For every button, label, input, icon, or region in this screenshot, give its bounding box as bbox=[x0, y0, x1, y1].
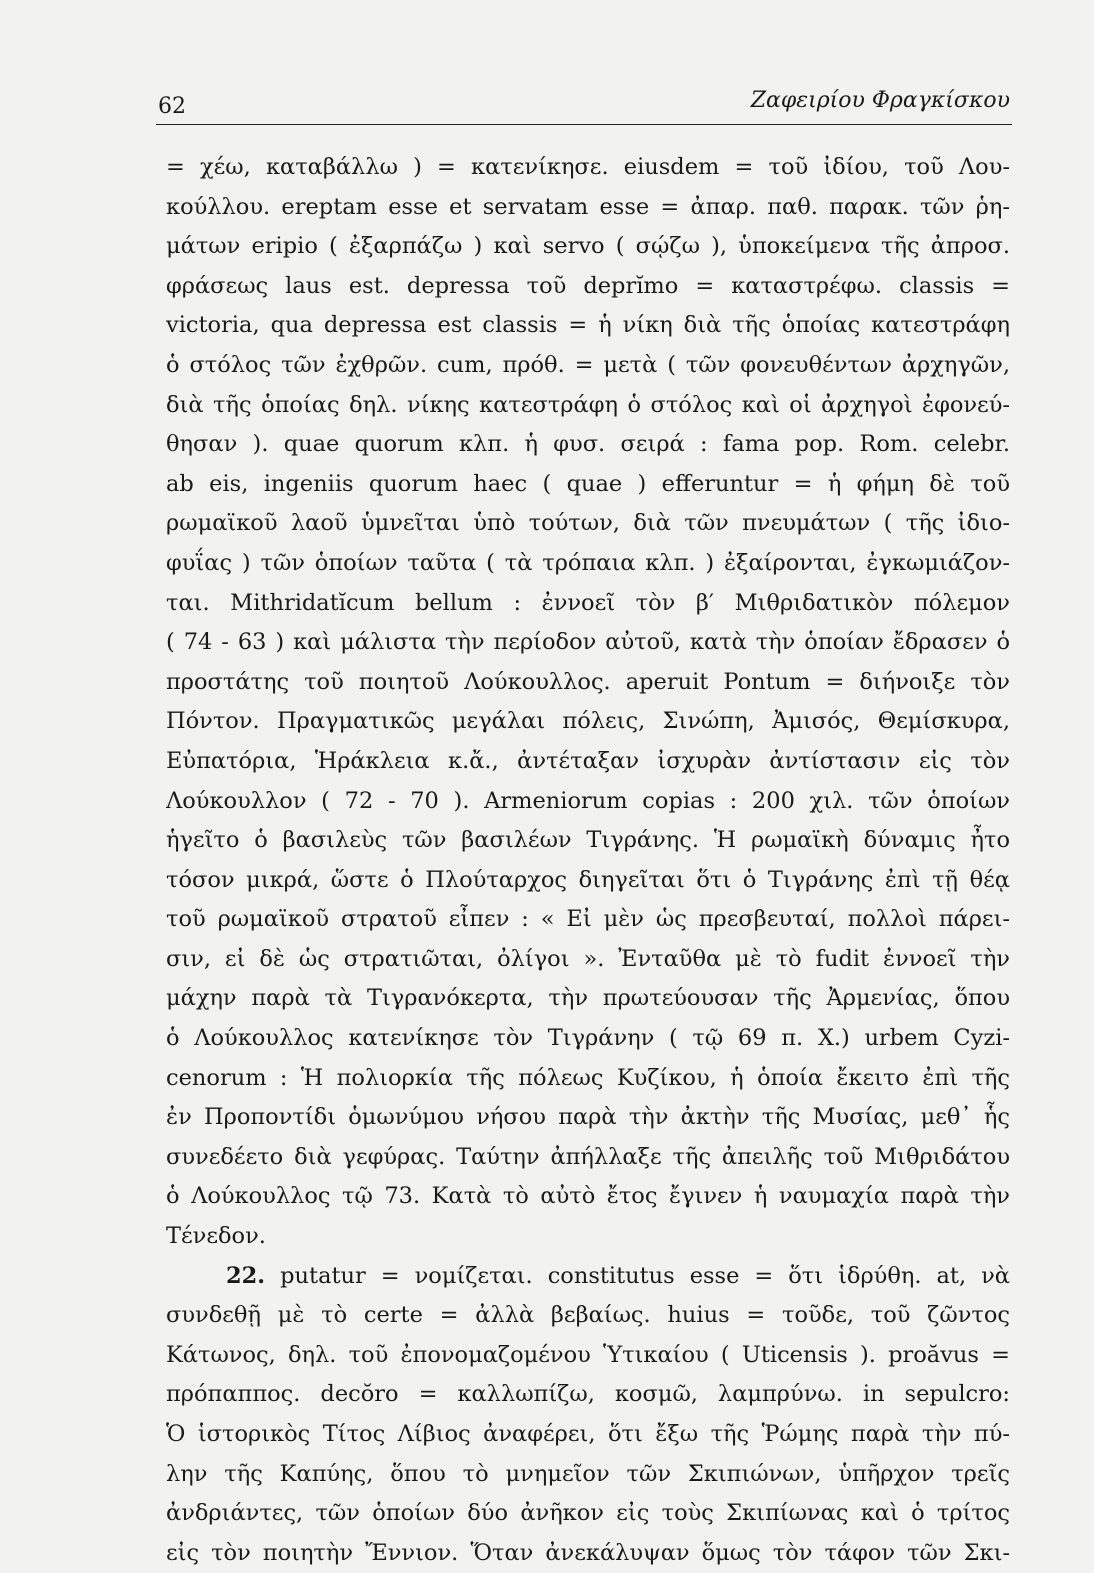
text-line: Ὁ ἱστορικὸς Τίτος Λίβιος ἀναφέρει, ὅτι ἔξω τῆς Ῥώμης παρὰ τὴν πύ- bbox=[166, 1421, 1010, 1447]
text-line: ἀνδριάντες, τῶν ὁποίων δύο ἀνῆκον εἰς τοὺς Σκιπίωνας καὶ ὁ τρίτος bbox=[166, 1500, 1010, 1527]
text-line: victoria, qua depressa est classis = ἡ νίκη διὰ τῆς ὁποίας κατεστράφη bbox=[166, 312, 1010, 339]
text-line: εἰς τὸν ποιητὴν Ἔννιον. Ὅταν ἀνεκάλυψαν ὅμως τὸν τάφον τῶν Σκι- bbox=[166, 1539, 1010, 1566]
section-number: 22. bbox=[226, 1262, 266, 1289]
text-line: ἐν Προποντίδι ὁμωνύμου νήσου παρὰ τὴν ἀκτὴν τῆς Μυσίας, μεθ᾽ ἧς bbox=[166, 1104, 1010, 1131]
section-line-text: putatur = νομίζεται. constitutus esse = ὅτι ἱδρύθη. at, νὰ bbox=[280, 1262, 1010, 1289]
running-head: Ζαφειρίου Φραγκίσκου bbox=[750, 88, 1010, 113]
text-line: ( 74 - 63 ) καὶ μάλιστα τὴν περίοδον αὐτοῦ, κατὰ τὴν ὁποίαν ἔδρασεν ὁ bbox=[166, 629, 1010, 656]
text-line: ται. Mithridatĭcum bellum : ἐννοεῖ τὸν β′ Μιθριδατικὸν πόλεμον bbox=[166, 589, 1010, 616]
text-line: κούλλου. ereptam esse et servatam esse = ἀπαρ. παθ. παρακ. τῶν ῥη- bbox=[166, 193, 1010, 220]
text-line: = χέω, καταβάλλω ) = κατενίκησε. eiusdem = τοῦ ἰδίου, τοῦ Λου- bbox=[166, 154, 1010, 180]
section-first-line bbox=[166, 1257, 1010, 1297]
text-line: προστάτης τοῦ ποιητοῦ Λούκουλλος. aperuit Pontum = διήνοιξε τὸν bbox=[166, 668, 1010, 695]
text-line: θησαν ). quae quorum κλπ. ἡ φυσ. σειρά : fama pop. Rom. celebr. bbox=[166, 431, 1010, 458]
text-line: μάχην παρὰ τὰ Τιγρανόκερτα, τὴν πρωτεύουσαν τῆς Ἀρμενίας, ὅπου bbox=[166, 985, 1010, 1012]
text-line: ρωμαϊκοῦ λαοῦ ὑμνεῖται ὑπὸ τούτων, διὰ τῶν πνευμάτων ( τῆς ἰδιο- bbox=[166, 510, 1010, 537]
text-line: διὰ τῆς ὁποίας δηλ. νίκης κατεστράφη ὁ στόλος καὶ οἱ ἀρχηγοὶ ἐφονεύ- bbox=[166, 391, 1010, 418]
text-line: ὁ Λούκουλλος κατενίκησε τὸν Τιγράνην ( τῷ 69 π. Χ.) urbem Cyzi- bbox=[166, 1025, 1010, 1052]
text-line: μάτων eripio ( ἐξαρπάζω ) καὶ servo ( σῴζω ), ὑποκείμενα τῆς ἀπροσ. bbox=[166, 233, 1010, 260]
text-line: συνεδέετο διὰ γεφύρας. Ταύτην ἀπήλλαξε τῆς ἀπειλῆς τοῦ Μιθριδάτου bbox=[166, 1143, 1010, 1170]
text-line: ὁ Λούκουλλος τῷ 73. Κατὰ τὸ αὐτὸ ἔτος ἔγινεν ἡ ναυμαχία παρὰ τὴν bbox=[166, 1183, 1010, 1210]
text-line: ab eis, ingeniis quorum haec ( quae ) efferuntur = ἡ φήμη δὲ τοῦ bbox=[166, 470, 1010, 497]
text-line: Εὐπατόρια, Ἡράκλεια κ.ἄ., ἀντέταξαν ἰσχυρὰν ἀντίστασιν εἰς τὸν bbox=[166, 747, 1010, 774]
text-line: λην τῆς Καπύης, ὅπου τὸ μνημεῖον τῶν Σκιπιώνων, ὑπῆρχον τρεῖς bbox=[166, 1460, 1010, 1487]
text-line: cenorum : Ἡ πολιορκία τῆς πόλεως Κυζίκου, ἡ ὁποία ἔκειτο ἐπὶ τῆς bbox=[166, 1064, 1010, 1091]
text-line: σιν, εἰ δὲ ὡς στρατιῶται, ὀλίγοι ». Ἐνταῦθα μὲ τὸ fudit ἐννοεῖ τὴν bbox=[166, 945, 1010, 972]
text-line: ὁ στόλος τῶν ἐχθρῶν. cum, πρόθ. = μετὰ ( τῶν φονευθέντων ἀρχηγῶν, bbox=[166, 351, 1010, 378]
text-line: τόσον μικρά, ὥστε ὁ Πλούταρχος διηγεῖται ὅτι ὁ Τιγράνης ἐπὶ τῇ θέᾳ bbox=[166, 866, 1010, 893]
text-line: Λούκουλλον ( 72 - 70 ). Armeniorum copias : 200 χιλ. τῶν ὁποίων bbox=[166, 787, 1010, 814]
text-line: Πόντον. Πραγματικῶς μεγάλαι πόλεις, Σινώπη, Ἀμισός, Θεμίσκυρα, bbox=[166, 708, 1010, 735]
text-line: φράσεως laus est. depressa τοῦ deprĭmo = καταστρέφω. classis = bbox=[166, 272, 1010, 299]
text-line: ἡγεῖτο ὁ βασιλεὺς τῶν βασιλέων Τιγράνης. Ἡ ρωμαϊκὴ δύναμις ἦτο bbox=[166, 827, 1010, 854]
text-line: τοῦ ρωμαϊκοῦ στρατοῦ εἶπεν : « Εἰ μὲν ὡς πρεσβευταί, πολλοὶ πάρει- bbox=[166, 906, 1010, 933]
text-line: Κάτωνος, δηλ. τοῦ ἐπονομαζομένου Ὑτικαίου ( Uticensis ). proăvus = bbox=[166, 1341, 1010, 1368]
text-line: συνδεθῇ μὲ τὸ certe = ἀλλὰ βεβαίως. huius = τοῦδε, τοῦ ζῶντος bbox=[166, 1302, 1010, 1329]
page-header bbox=[158, 88, 1010, 120]
text-line: Τένεδον. bbox=[166, 1223, 266, 1250]
text-line: φυΐας ) τῶν ὁποίων ταῦτα ( τὰ τρόπαια κλπ. ) ἐξαίρονται, ἐγκωμιάζον- bbox=[166, 549, 1010, 576]
body-text bbox=[166, 148, 1010, 1573]
text-line: πρόπαππος. decŏro = καλλωπίζω, κοσμῶ, λαμπρύνω. in sepulcro: bbox=[166, 1381, 1010, 1408]
page-number: 62 bbox=[158, 94, 186, 119]
header-rule bbox=[156, 124, 1012, 125]
